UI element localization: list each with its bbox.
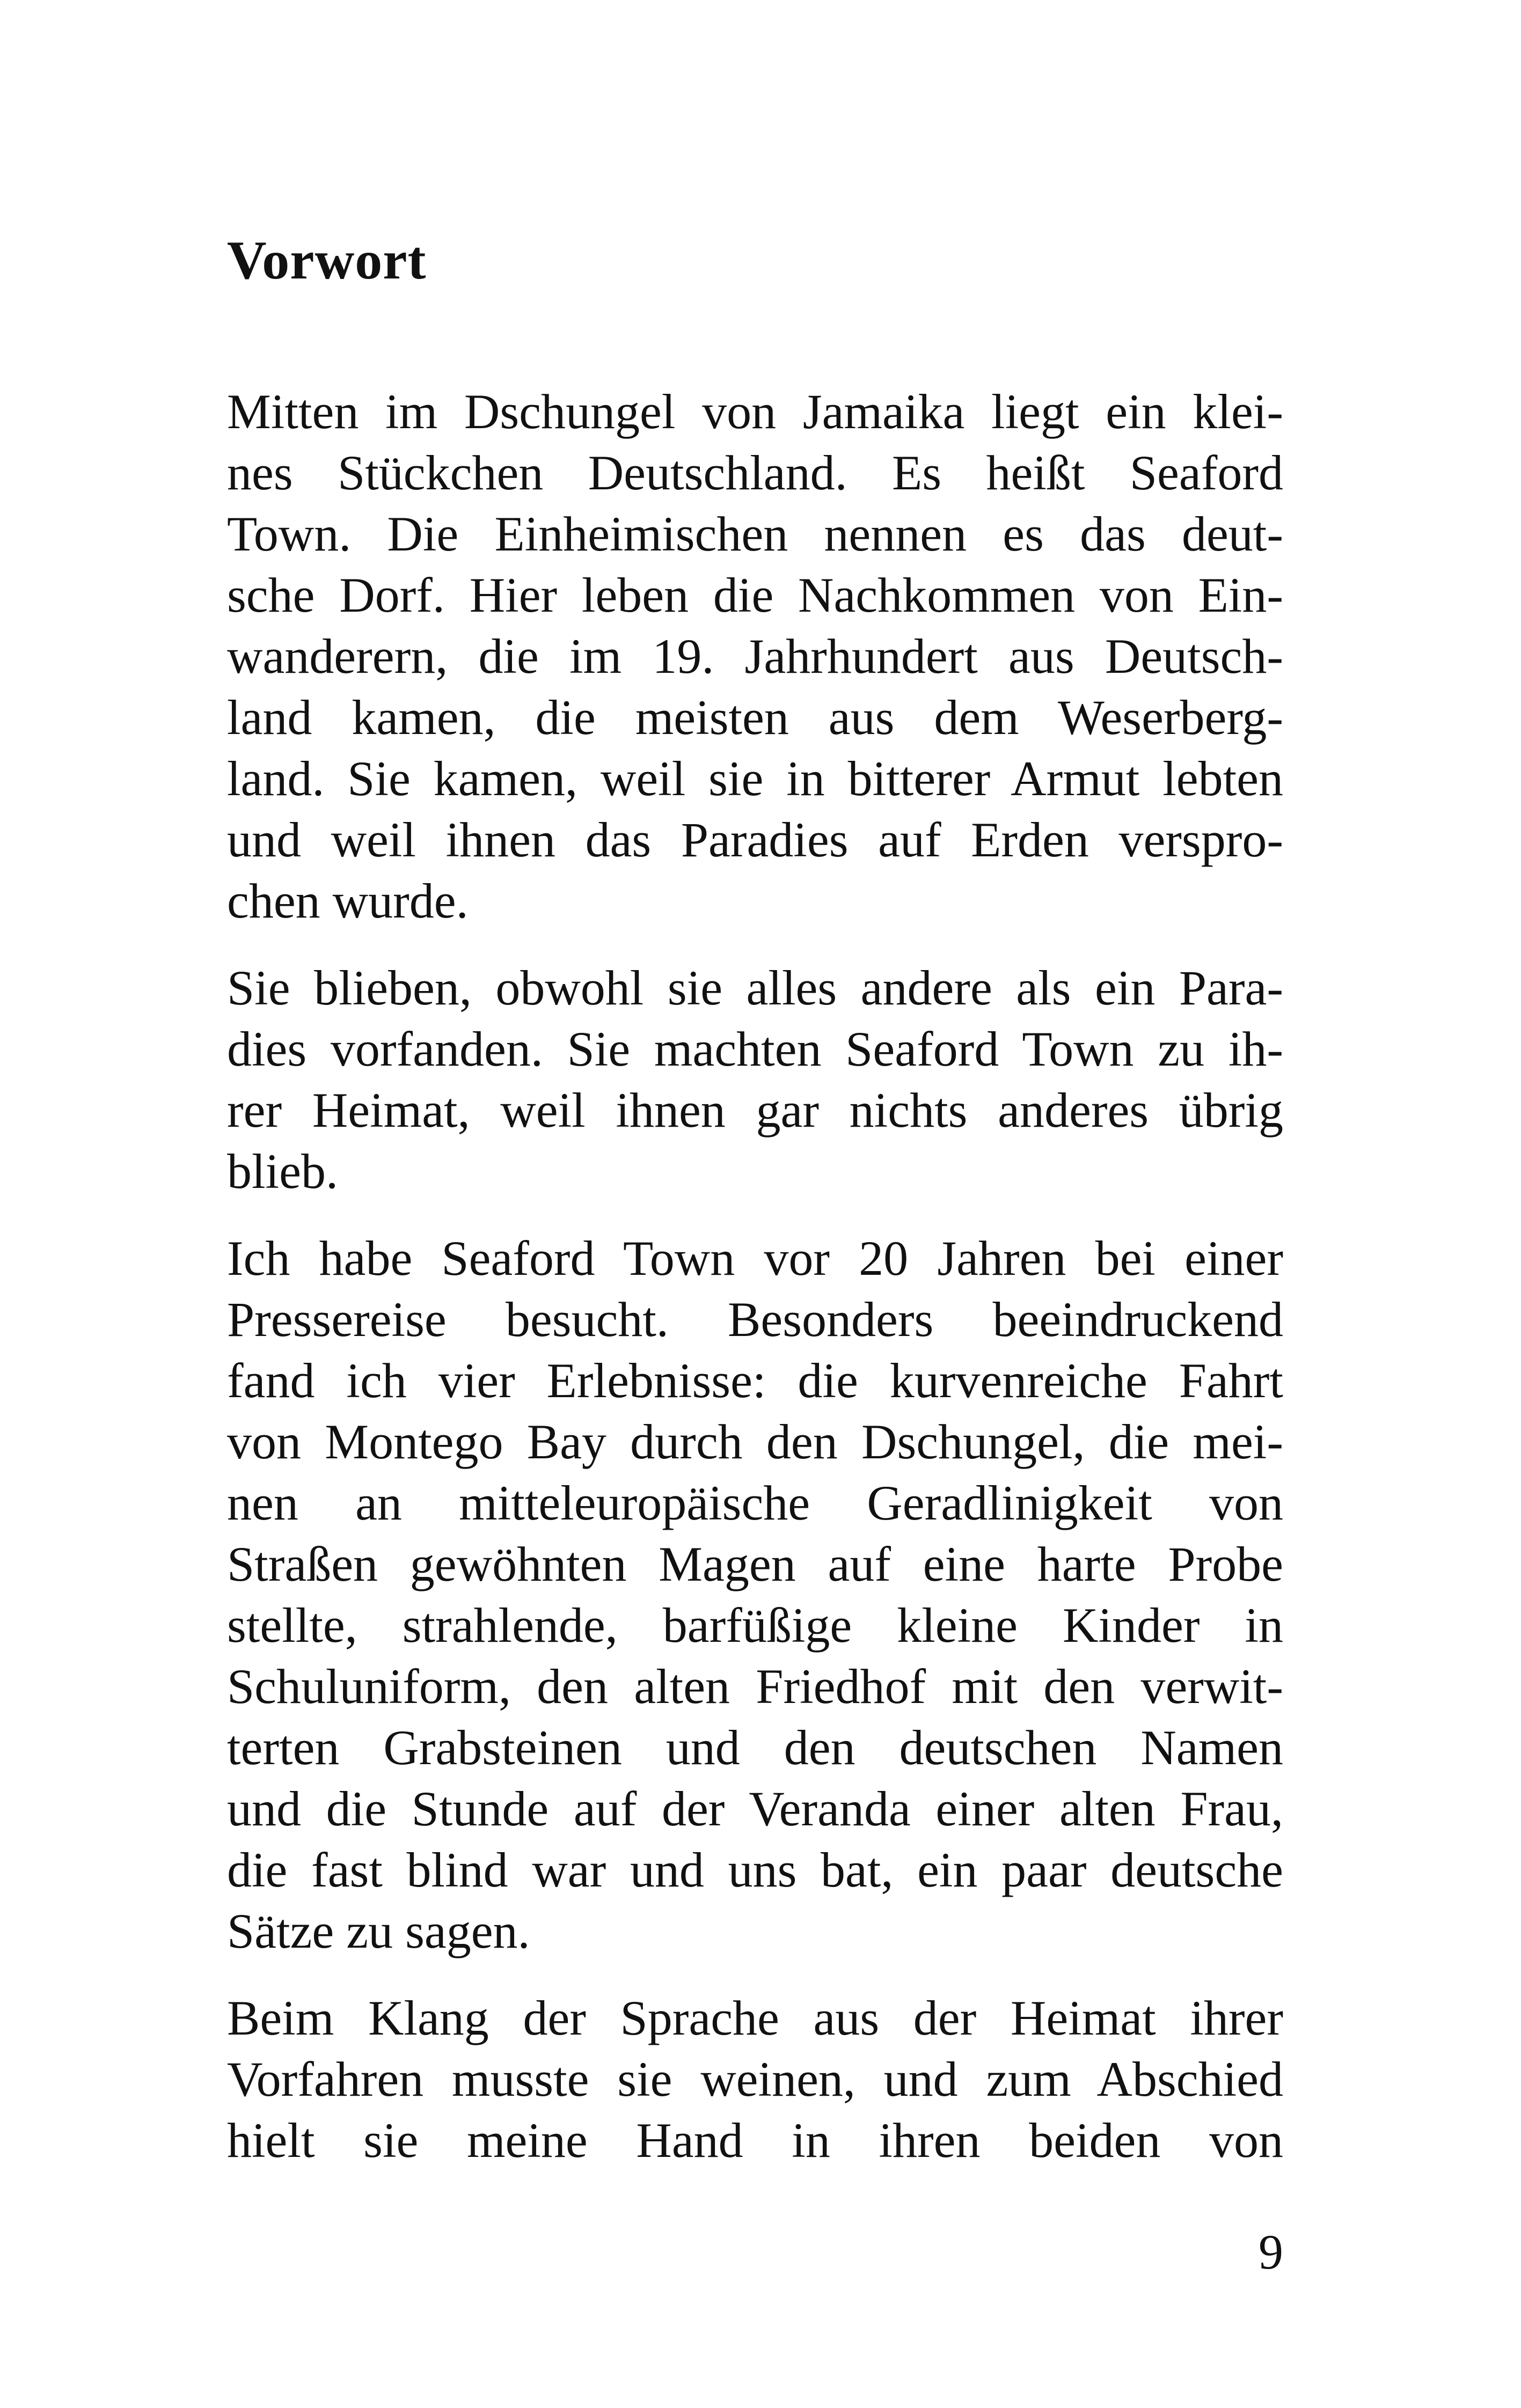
text-line: terten Grabsteinen und den deutschen Namen xyxy=(227,1720,1283,1775)
paragraph-2 xyxy=(227,957,1283,1202)
text-line: Mitten im Dschungel von Jamaika liegt ein klei- xyxy=(227,384,1283,439)
text-line: wanderern, die im 19. Jahrhundert aus Deutsch- xyxy=(227,629,1283,684)
text-line: Straßen gewöhnten Magen auf eine harte Probe xyxy=(227,1537,1283,1591)
text-line: Vorfahren musste sie weinen, und zum Abschied xyxy=(227,2052,1283,2106)
text-line: Schuluniform, den alten Friedhof mit den verwit- xyxy=(227,1659,1283,1714)
text-line: und die Stunde auf der Veranda einer alten Frau, xyxy=(227,1781,1283,1836)
paragraph-4 xyxy=(227,1987,1283,2171)
text-line: Ich habe Seaford Town vor 20 Jahren bei einer xyxy=(227,1231,1283,1286)
text-line: und weil ihnen das Paradies auf Erden verspro- xyxy=(227,812,1283,867)
text-line: rer Heimat, weil ihnen gar nichts anderes übrig xyxy=(227,1083,1283,1137)
text-line: land. Sie kamen, weil sie in bitterer Armut lebten xyxy=(227,751,1283,806)
body-text xyxy=(227,381,1283,2197)
text-line: hielt sie meine Hand in ihren beiden von xyxy=(227,2113,1283,2168)
page-number: 9 xyxy=(1259,2225,1283,2279)
paragraph-1 xyxy=(227,381,1283,931)
text-line: Sie blieben, obwohl sie alles andere als ein Para- xyxy=(227,960,1283,1015)
text-line: nen an mitteleuropäische Geradlinigkeit von xyxy=(227,1475,1283,1530)
text-line: sche Dorf. Hier leben die Nachkommen von Ein- xyxy=(227,568,1283,622)
text-line: land kamen, die meisten aus dem Weserberg- xyxy=(227,690,1283,745)
text-line: dies vorfanden. Sie machten Seaford Town zu ih- xyxy=(227,1022,1283,1076)
paragraph-3 xyxy=(227,1228,1283,1962)
chapter-heading: Vorwort xyxy=(227,230,427,291)
text-line: fand ich vier Erlebnisse: die kurvenreiche Fahrt xyxy=(227,1353,1283,1408)
text-line: Sätze zu sagen. xyxy=(227,1904,530,1958)
text-line: nes Stückchen Deutschland. Es heißt Seaford xyxy=(227,445,1283,500)
text-line: blieb. xyxy=(227,1144,338,1199)
text-line: chen wurde. xyxy=(227,873,469,928)
text-line: die fast blind war und uns bat, ein paar deutsche xyxy=(227,1842,1283,1897)
text-line: Beim Klang der Sprache aus der Heimat ihrer xyxy=(227,1991,1283,2045)
text-line: Pressereise besucht. Besonders beeindruckend xyxy=(227,1292,1283,1347)
text-line: stellte, strahlende, barfüßige kleine Kinder in xyxy=(227,1598,1283,1653)
text-line: Town. Die Einheimischen nennen es das deut- xyxy=(227,506,1283,561)
text-line: von Montego Bay durch den Dschungel, die mei- xyxy=(227,1414,1283,1469)
